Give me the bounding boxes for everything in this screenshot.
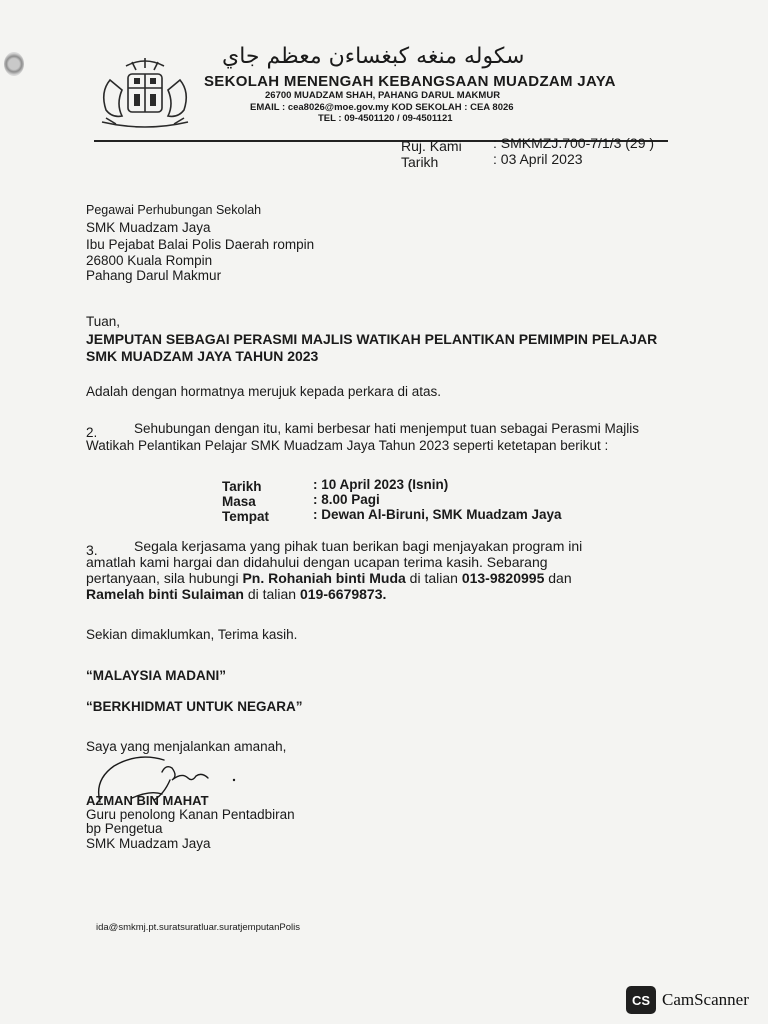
ref-value: : SMKMZJ.700-7/1/3 (29 ) [493, 135, 655, 151]
school-name: SEKOLAH MENENGAH KEBANGSAAN MUADZAM JAYA [204, 73, 616, 90]
para3-text: di talian [243, 586, 300, 602]
para2-number: 2. [86, 425, 98, 440]
signer-name: AZMAN BIN MAHAT [86, 793, 209, 808]
para3-number: 3. [86, 542, 98, 558]
punch-hole [4, 52, 24, 76]
camscanner-label: CamScanner [662, 990, 749, 1009]
contact-name: Pn. Rohaniah binti Muda [242, 570, 406, 586]
school-address: 26700 MUADZAM SHAH, PAHANG DARUL MAKMUR [265, 90, 501, 101]
recipient-line: 26800 Kuala Rompin [86, 253, 213, 268]
school-name-jawi: سكوله منغه كبغساءن معظم جاي [222, 44, 525, 69]
para3-text: pertanyaan, sila hubungi [86, 570, 243, 586]
camscanner-logo-icon: CS [626, 986, 656, 1014]
signer-title: Guru penolong Kanan Pentadbiran [86, 807, 295, 822]
school-tel: TEL : 09-4501120 / 09-4501121 [318, 113, 453, 124]
recipient-line: SMK Muadzam Jaya [86, 220, 211, 235]
para3-line [86, 586, 386, 603]
para3-line: amatlah kami hargai dan didahului dengan ucapan terima kasih. Sebarang [86, 554, 548, 570]
recipient-line: Pegawai Perhubungan Sekolah [86, 203, 262, 217]
para3-line [86, 570, 572, 587]
detail-label: Tempat [222, 509, 270, 524]
salutation: Tuan, [86, 314, 121, 329]
motto-malaysia-madani: “MALAYSIA MADANI” [86, 668, 227, 683]
school-crest-logo [96, 58, 194, 132]
detail-label: Tarikh [222, 479, 262, 494]
contact-phone: 019-6679873. [299, 586, 387, 602]
subject-line: JEMPUTAN SEBAGAI PERASMI MAJLIS WATIKAH PELANTIKAN PEMIMPIN PELAJAR [86, 331, 658, 347]
closing-text: Sekian dimaklumkan, Terima kasih. [86, 627, 298, 642]
detail-value: : 10 April 2023 (Isnin) [313, 477, 449, 492]
recipient-line: Pahang Darul Makmur [86, 268, 222, 283]
signer-title: bp Pengetua [86, 821, 163, 836]
ref-label: Ruj. Kami [401, 138, 462, 154]
recipient-line: Ibu Pejabat Balai Polis Daerah rompin [86, 237, 315, 252]
para3-text: dan [544, 570, 572, 586]
para2-line: Watikah Pelantikan Pelajar SMK Muadzam Jaya Tahun 2023 seperti ketetapan berikut : [86, 438, 609, 453]
school-email-code: EMAIL : cea8026@moe.gov.my KOD SEKOLAH : CEA 8026 [250, 102, 514, 113]
detail-value: : 8.00 Pagi [313, 492, 380, 507]
para3-line: Segala kerjasama yang pihak tuan berikan bagi menjayakan program ini [134, 538, 583, 554]
date-value: : 03 April 2023 [493, 151, 583, 167]
detail-label: Masa [222, 494, 256, 509]
subject-line: SMK MUADZAM JAYA TAHUN 2023 [86, 348, 319, 364]
contact-phone: 013-9820995 [461, 570, 545, 586]
letter-subject [86, 331, 676, 365]
camscanner-watermark [626, 986, 749, 1014]
sign-intro: Saya yang menjalankan amanah, [86, 739, 287, 754]
file-path-footer: ida@smkmj.pt.suratsuratluar.suratjemputanPolis [96, 922, 300, 933]
contact-name: Ramelah binti Sulaiman [86, 586, 244, 602]
date-label: Tarikh [401, 154, 439, 170]
signer-org: SMK Muadzam Jaya [86, 836, 211, 851]
para2-line: Sehubungan dengan itu, kami berbesar hati menjemput tuan sebagai Perasmi Majlis [134, 421, 640, 436]
para3-text: di talian [405, 570, 462, 586]
opening-paragraph: Adalah dengan hormatnya merujuk kepada perkara di atas. [86, 384, 441, 399]
detail-value: : Dewan Al-Biruni, SMK Muadzam Jaya [313, 507, 562, 522]
motto-berkhidmat: “BERKHIDMAT UNTUK NEGARA” [86, 699, 303, 714]
